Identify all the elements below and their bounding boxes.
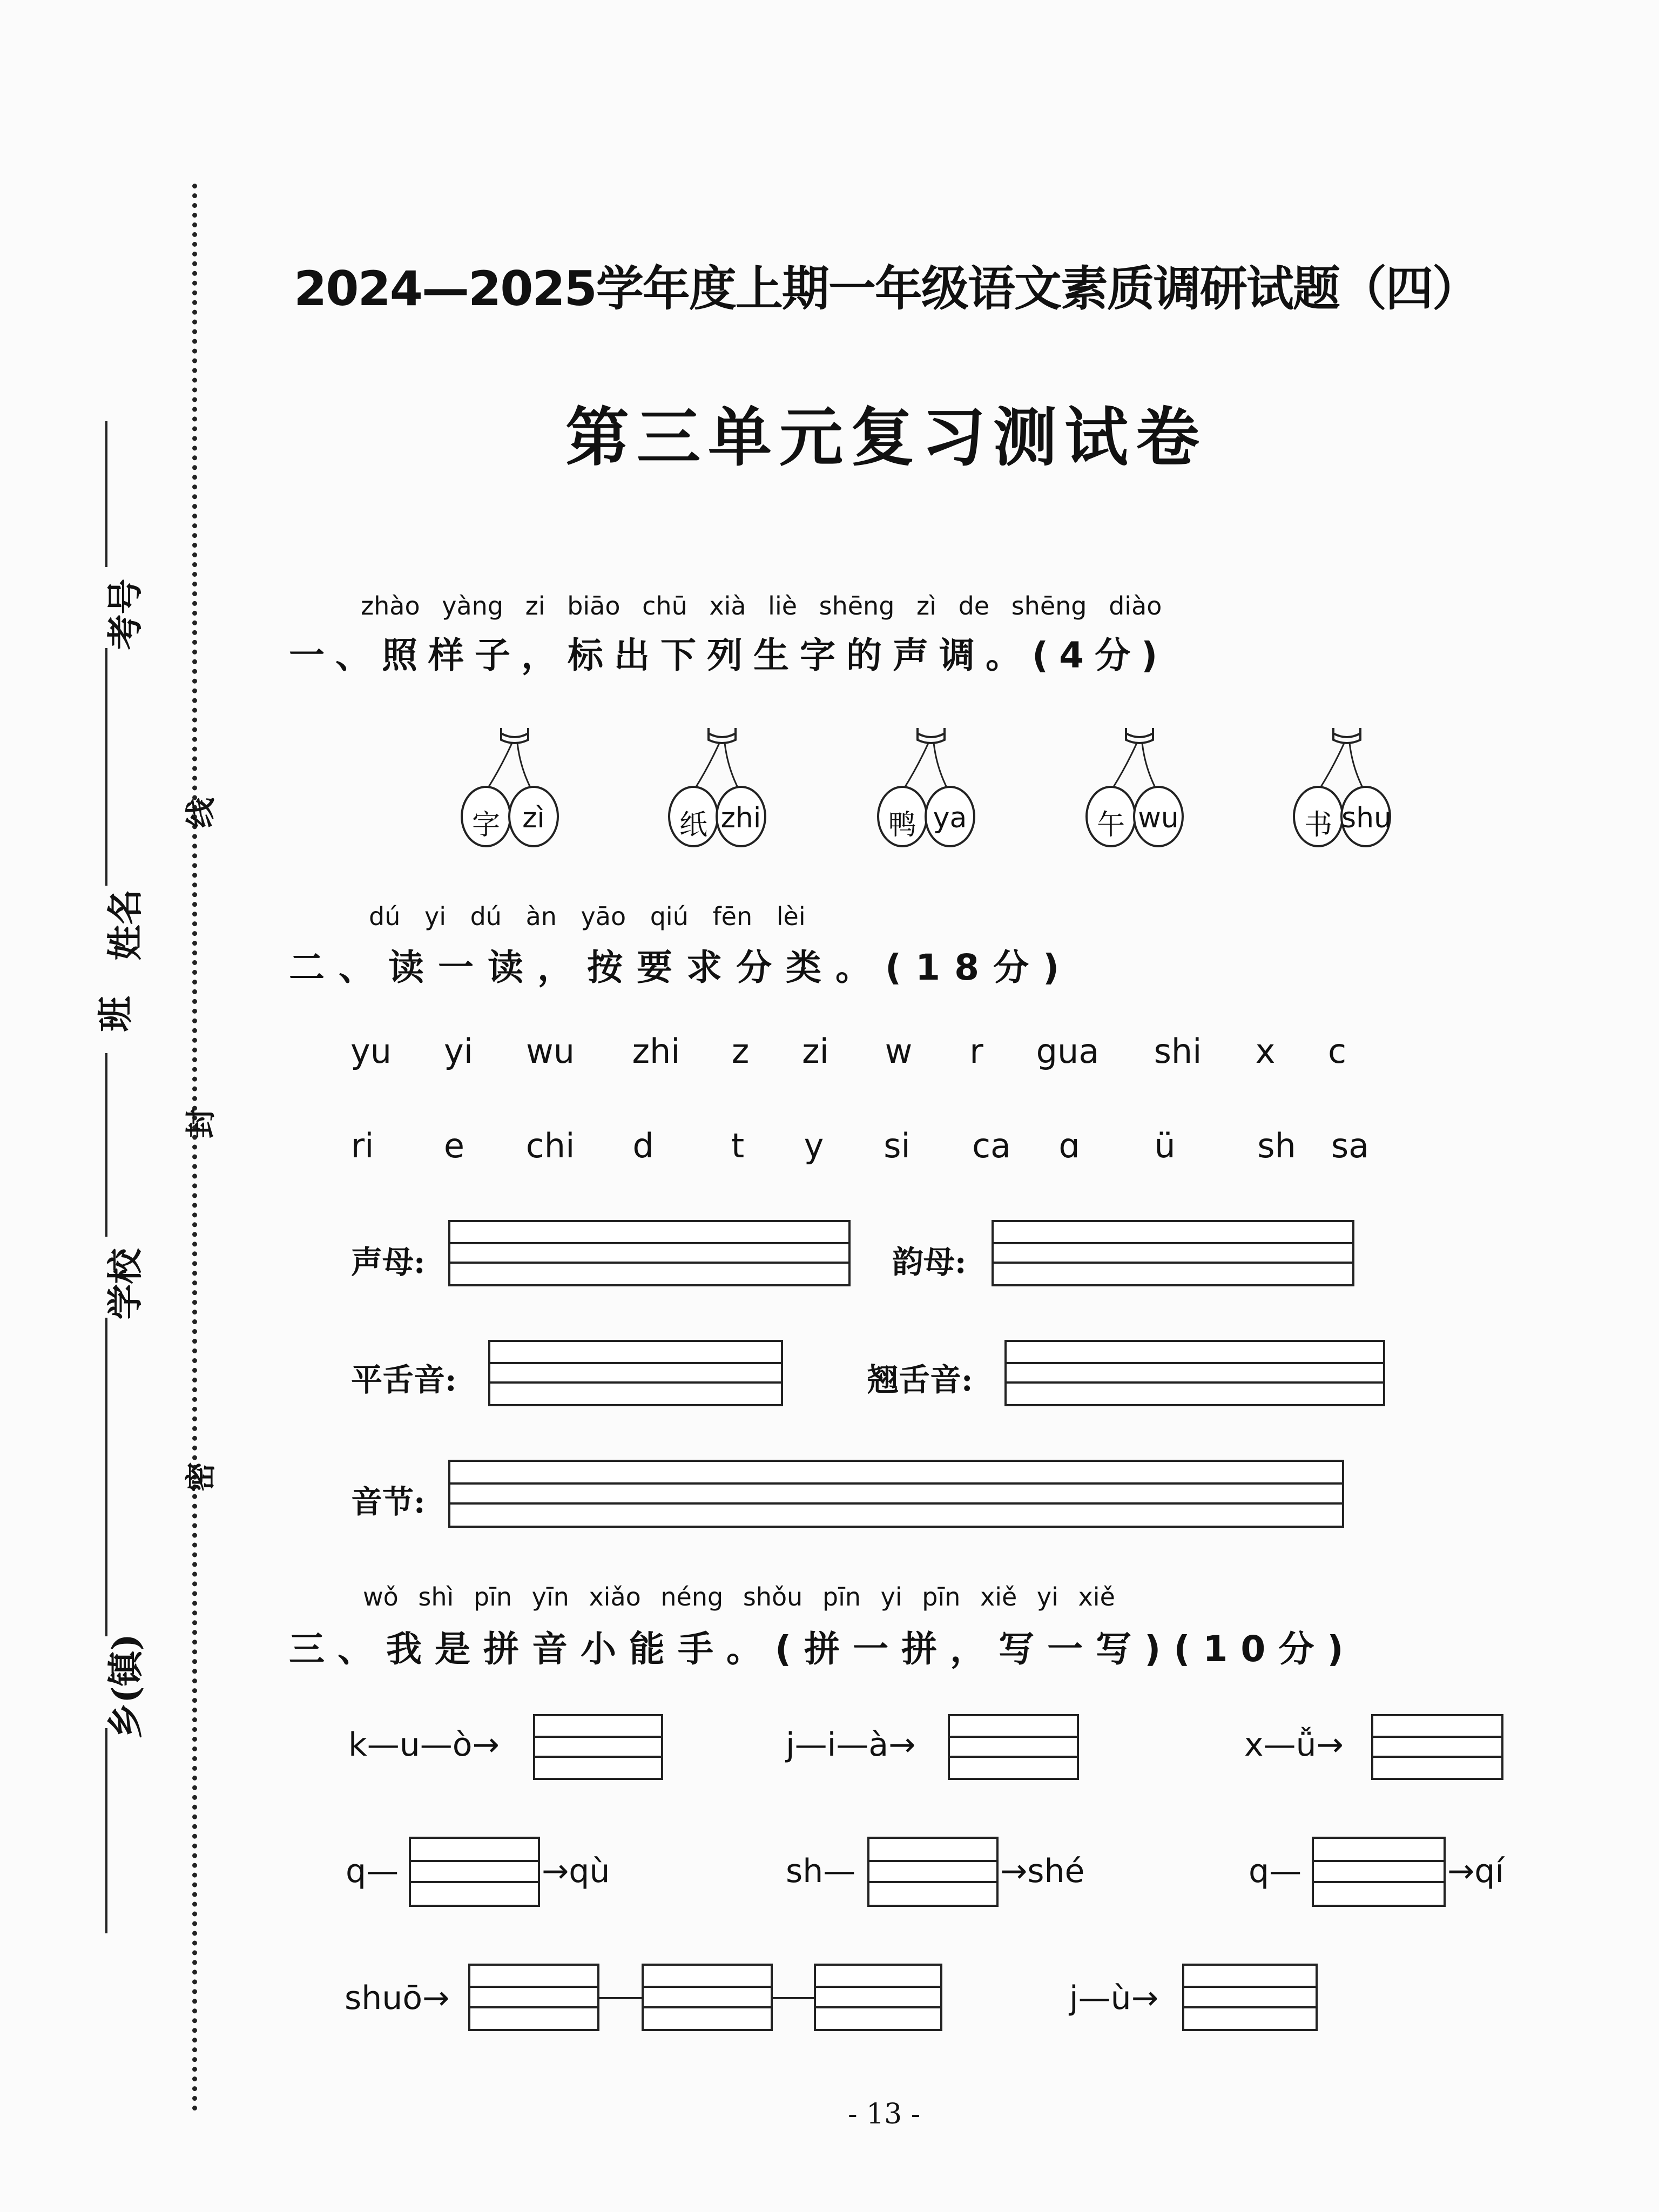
- section3-pinyin: wǒ shì pīn yīn xiǎo néng shǒu pīn yi pīn xiě yi xiě: [363, 1582, 1115, 1611]
- spell-jia-box[interactable]: [948, 1714, 1079, 1780]
- cherry-item: [450, 724, 579, 848]
- school-label: 学校: [104, 1248, 146, 1320]
- spell-qi-prefix: q—: [1249, 1852, 1302, 1890]
- pinyin-item: ca: [972, 1126, 1011, 1165]
- cherry-character: 鸭: [888, 809, 916, 841]
- pinyin-item: e: [443, 1126, 465, 1165]
- cherry-character: 纸: [679, 809, 707, 841]
- spell-ju-box[interactable]: [1182, 1964, 1318, 2031]
- pinyin-item: sa: [1331, 1126, 1370, 1165]
- pinyin-item: si: [884, 1126, 911, 1165]
- pinyin-item: y: [804, 1126, 824, 1165]
- spell-qi-result: →qí: [1447, 1852, 1505, 1890]
- spell-qu-box[interactable]: [409, 1837, 540, 1907]
- finals-writing-box[interactable]: [992, 1220, 1354, 1286]
- pinyin-item: r: [969, 1031, 983, 1071]
- exam-no-label: 考号: [104, 578, 146, 650]
- spell-kuo: k—u—ò→: [348, 1726, 500, 1764]
- cherry-pinyin[interactable]: shu: [1341, 802, 1392, 834]
- pinyin-item: chi: [525, 1126, 575, 1165]
- pinyin-item: x: [1255, 1031, 1276, 1071]
- cherry-character: 字: [471, 809, 500, 841]
- connector-dash: [773, 1997, 814, 1999]
- section1-pinyin: zhào yàng zi biāo chū xià liè shēng zì de shēng diào: [361, 591, 1162, 621]
- school-blank[interactable]: [105, 1318, 107, 1636]
- connector-dash: [599, 1997, 642, 1999]
- shuo-box-3[interactable]: [814, 1964, 942, 2031]
- syllable-label: 音节:: [351, 1483, 426, 1520]
- pinyin-item: ü: [1154, 1126, 1176, 1165]
- initials-writing-box[interactable]: [448, 1220, 851, 1286]
- spell-jia: j—i—à→: [786, 1726, 916, 1764]
- pinyin-item: zi: [802, 1031, 829, 1071]
- section2-heading: 二、读一读，按要求分类。(18分): [289, 947, 1074, 988]
- exam-title: 2024—2025学年度上期一年级语文素质调研试题（四）: [294, 261, 1479, 316]
- cherry-pinyin[interactable]: wu: [1138, 802, 1179, 834]
- finals-label: 韵母:: [892, 1244, 967, 1280]
- initials-label: 声母:: [351, 1244, 426, 1280]
- spell-ju: j—ù→: [1069, 1979, 1158, 2017]
- syllable-writing-box[interactable]: [448, 1460, 1344, 1528]
- pinyin-item: d: [632, 1126, 654, 1165]
- flat-tongue-label: 平舌音:: [351, 1361, 457, 1398]
- page-number: - 13 -: [848, 2098, 921, 2130]
- retroflex-label: 翘舌音:: [867, 1361, 973, 1398]
- section1-heading: 一、照样子，标出下列生字的声调。(4分): [289, 635, 1169, 676]
- cherry-item: [657, 724, 787, 848]
- cherry-pinyin[interactable]: zhi: [720, 802, 761, 834]
- pinyin-item: z: [731, 1031, 750, 1071]
- pinyin-item: sh: [1257, 1126, 1296, 1165]
- spell-qu-prefix: q—: [346, 1852, 399, 1890]
- cherry-character: 午: [1096, 809, 1125, 841]
- cherry-item: [1075, 724, 1204, 848]
- exam-subtitle: 第三单元复习测试卷: [565, 400, 1207, 475]
- pinyin-item: w: [885, 1031, 913, 1071]
- spell-xu: x—ǚ→: [1244, 1726, 1344, 1764]
- cherry-pinyin[interactable]: ya: [933, 802, 967, 834]
- pinyin-item: t: [731, 1126, 745, 1165]
- spell-kuo-box[interactable]: [533, 1714, 663, 1780]
- section3-heading: 三、我是拼音小能手。(拼一拼，写一写)(10分): [289, 1628, 1357, 1670]
- pinyin-item: shi: [1154, 1031, 1202, 1071]
- cherry-pinyin[interactable]: zì: [522, 802, 545, 834]
- name-blank[interactable]: [105, 648, 107, 886]
- spell-shuo: shuō→: [345, 1979, 450, 2017]
- cherry-item: [866, 724, 996, 848]
- spell-she-prefix: sh—: [786, 1852, 856, 1890]
- pinyin-item: zhi: [632, 1031, 680, 1071]
- pinyin-item: yi: [444, 1031, 473, 1071]
- spell-qu-result: →qù: [542, 1852, 610, 1890]
- cherry-character: 书: [1304, 809, 1332, 841]
- pinyin-item: c: [1327, 1031, 1347, 1071]
- pinyin-item: yu: [350, 1031, 392, 1071]
- spell-she-box[interactable]: [867, 1837, 999, 1907]
- class-label: 班: [94, 996, 137, 1032]
- flat-tongue-writing-box[interactable]: [488, 1340, 783, 1406]
- cherry-item: [1282, 724, 1412, 848]
- secret-mark: 密: [183, 1462, 219, 1492]
- shuo-box-2[interactable]: [642, 1964, 773, 2031]
- spell-she-result: →shé: [1000, 1852, 1085, 1890]
- spell-xu-box[interactable]: [1371, 1714, 1503, 1780]
- retroflex-writing-box[interactable]: [1004, 1340, 1385, 1406]
- township-blank[interactable]: [105, 1728, 107, 1933]
- seal-line-mark: 线: [183, 798, 219, 828]
- pinyin-item: ɑ: [1058, 1126, 1080, 1165]
- pinyin-item: ri: [350, 1126, 374, 1165]
- pinyin-item: wu: [525, 1031, 575, 1071]
- seal-mark: 封: [183, 1108, 219, 1138]
- name-label: 姓名: [104, 889, 146, 961]
- township-label: 乡(镇): [104, 1634, 147, 1739]
- spell-qi-box[interactable]: [1312, 1837, 1446, 1907]
- section2-pinyin: dú yi dú àn yāo qiú fēn lèi: [369, 902, 806, 931]
- shuo-box-1[interactable]: [468, 1964, 599, 2031]
- school-class-blank[interactable]: [105, 1053, 107, 1237]
- pinyin-item: gua: [1036, 1031, 1100, 1071]
